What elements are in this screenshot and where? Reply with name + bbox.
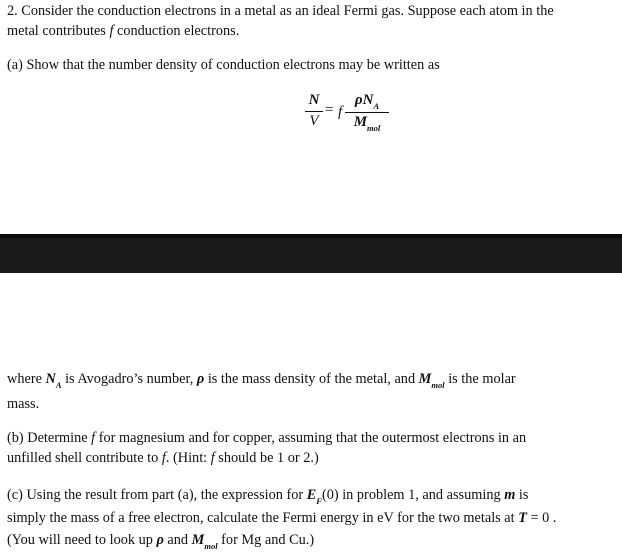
part-b-text: (b) Determine f for magnesium and for copper, assuming that the outermost electrons in an unfilled shell contribute to f. (Hint: f should be 1 or 2.) [7, 430, 527, 466]
dark-divider-bar [0, 234, 622, 273]
f-symbol: f [109, 23, 114, 39]
rhs-fraction: $\rho N_A$ $M_{mol}$ [345, 92, 389, 132]
part-c-text: (c) Using the result from part (a), the expression for $E_F(0)$ in problem 1, and assuming m is simply the mass of a free electron, calculate the Fermi energy in eV for the two metals at T = 0 . (You will need to look up ρ and $M_{mol}$ for Mg and Cu.) [7, 487, 557, 551]
intro-line-2: metal contributes f conduction electrons. [7, 23, 240, 39]
problem-intro [7, 1, 616, 41]
intro-line-1: 2. Consider the conduction electrons in a metal as an ideal Fermi gas. Suppose each atom in the [7, 3, 554, 19]
where-line-2: mass. [7, 396, 40, 412]
where-clause: where $N_A$ is Avogadro’s number, ρ is the mass density of the metal, and $M_{mol}$ is the molar [7, 371, 516, 390]
part-a-text: (a) Show that the number density of conduction electrons may be written as [7, 57, 440, 73]
lhs-fraction: N V [305, 92, 323, 130]
